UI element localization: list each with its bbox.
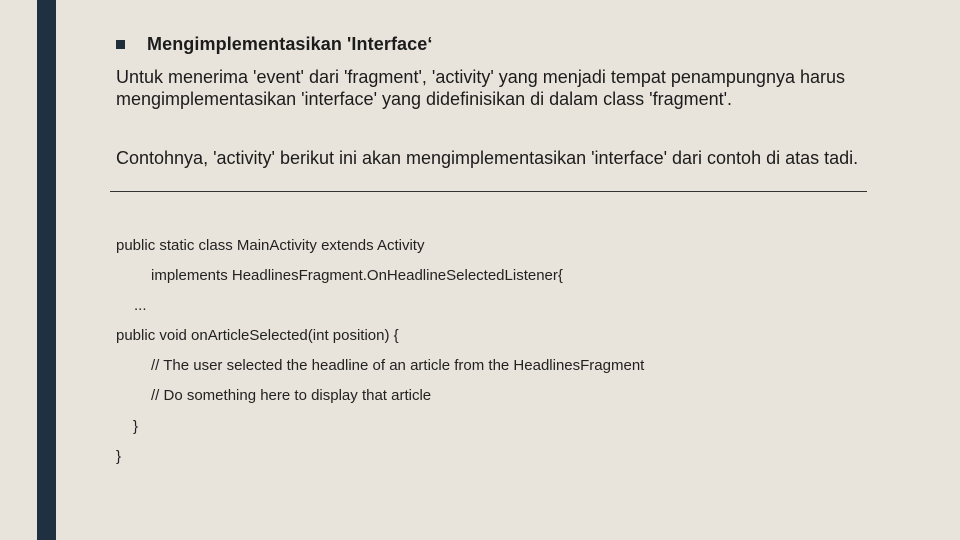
code-line-ellipsis: ...: [134, 297, 147, 314]
sidebar-accent-bar: [37, 0, 56, 540]
code-line-implements: implements HeadlinesFragment.OnHeadlineSelectedListener{: [151, 267, 563, 284]
code-line-comment-1: // The user selected the headline of an article from the HeadlinesFragment: [151, 357, 645, 374]
paragraph-example: Contohnya, 'activity' berikut ini akan mengimplementasikan 'interface' dari contoh di atas tadi.: [116, 148, 859, 168]
code-line-class-declaration: public static class MainActivity extends Activity: [116, 237, 425, 254]
code-line-method-signature: public void onArticleSelected(int position) {: [116, 327, 399, 344]
code-line-method-close: }: [133, 418, 139, 435]
code-line-class-close: }: [116, 448, 122, 465]
slide-heading: Mengimplementasikan 'Interface‘: [147, 33, 433, 54]
square-bullet-icon: [116, 40, 125, 49]
paragraph-intro: Untuk menerima 'event' dari 'fragment', 'activity' yang menjadi tempat penampungnya harus mengimplementasikan 'interface' yang didefinisikan di dalam class 'fragment'.: [116, 67, 845, 109]
code-line-comment-2: // Do something here to display that article: [151, 387, 432, 404]
section-divider: [110, 191, 867, 192]
slide-heading-row: [116, 31, 856, 57]
